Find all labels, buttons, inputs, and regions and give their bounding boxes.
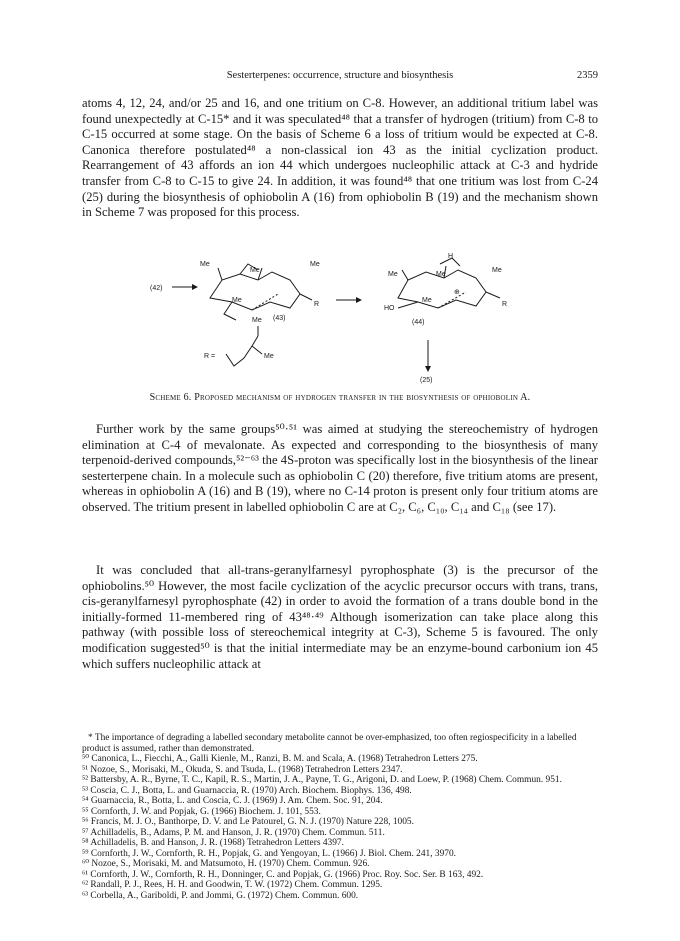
figure-caption — [82, 392, 598, 403]
label-r-eq: R = — [204, 353, 216, 360]
running-title: Sesterterpenes: occurrence, structure and biosynthesis — [226, 70, 454, 81]
label-me-44d: Me — [422, 297, 432, 304]
arrowhead-43-44 — [356, 297, 362, 303]
footnote-52: ⁵² Battersby, A. R., Byrne, T. C., Kapil, R. S., Martin, J. A., Payne, T. G., Arigoni, D. and Loew, P. (1968) Chem. Commun. 951. — [82, 775, 562, 785]
label-h-44: H — [448, 253, 454, 260]
footnote-54: ⁵⁴ Guarnaccia, R., Botta, L. and Coscia, C. J. (1969) J. Am. Chem. Soc. 91, 204. — [82, 796, 383, 806]
paragraph-1: atoms 4, 12, 24, and/or 25 and 16, and one tritium on C-8. However, an additional tritium label was found unexpectedly at C-15* and it was speculated⁴⁸ that a transfer of hydrogen (tritium) from C-8 to C-15 occurred at some stage. On the basis of Scheme 6 a loss of tritium would be expected at C-8. Canonica therefore postulated⁴⁸ a non-classical ion 43 as the initial cyclization product. Rearrangement of 43 affords an ion 44 which undergoes nucleophilic attack at C-3 and hydride transfer from C-8 to C-15 to give 24. In addition, it was found⁴⁸ that one tritium was lost from C-24 (25) during the biosynthesis of ophiobolin A (16) from ophiobolin B (19) and the mechanism shown in Scheme 7 was proposed for this process. — [82, 96, 598, 220]
label-me-44b: Me — [436, 271, 446, 278]
footnote-55: ⁵⁵ Cornforth, J. W. and Popjak, G. (1966) Biochem. J. 101, 553. — [82, 806, 321, 817]
structure-side-chain — [226, 326, 262, 366]
footnote-58: ⁵⁸ Achilladelis, B. and Hanson, J. R. (1968) Tetrahedron Letters 4397. — [82, 838, 344, 848]
footnote-59: ⁵⁹ Cornforth, J. W., Cornforth, R. H., Popjak, G. and Yengoyan, L. (1966) J. Biol. Chem. 241, 3970. — [82, 848, 456, 859]
footnote-57: ⁵⁷ Achilladelis, B., Adams, P. M. and Hanson, J. R. (1970) Chem. Commun. 511. — [82, 827, 385, 838]
footnote-61: ⁶¹ Cornforth, J. W., Cornforth, R. H., Donninger, C. and Popjak, G. (1966) Proc. Roy. Soc. Ser. B 163, 492. — [82, 869, 484, 880]
footnote-53: ⁵³ Coscia, C. J., Botta, L. and Guarnaccia, R. (1970) Arch. Biochem. Biophys. 136, 498. — [82, 785, 412, 796]
label-me-43d: Me — [232, 297, 242, 304]
label-me-44a: Me — [388, 271, 398, 278]
footnote-50: ⁵⁰ Canonica, L., Fiecchi, A., Galli Kienle, M., Ranzi, B. M. and Scala, A. (1968) Tetrahedron Letters 275. — [82, 754, 478, 764]
label-25: (25) — [420, 377, 433, 384]
footnote-star: * The importance of degrading a labelled secondary metabolite cannot be over-emphasized, too often regiospecificity in a labelled product is assumed, rather than demonstrated. — [82, 733, 577, 754]
label-ho-44: HO — [384, 305, 395, 312]
structure-43 — [210, 264, 312, 320]
footnote-62: ⁶² Randall, P. J., Rees, H. H. and Goodwin, T. W. (1972) Chem. Commun. 1295. — [82, 880, 383, 890]
arrowhead-44-25 — [425, 366, 431, 372]
label-me-43a: Me — [200, 261, 210, 268]
footnote-63: ⁶³ Corbella, A., Gariboldi, P. and Jommi, G. (1972) Chem. Commun. 600. — [82, 890, 359, 901]
paragraph-3: It was concluded that all-trans-geranylfarnesyl pyrophosphate (3) is the precursor of the ophiobolins.⁵⁰ However, the most facile cyclization of the acyclic precursor occurs with trans, trans, cis-geranylfarnesyl pyrophosphate (42) in order to avoid the formation of a trans double bond in the initially-formed 11-membered ring of 43⁴⁸·⁴⁹ Although isomerization can take place along this pathway (with possible loss of stereochemical integrity at C-3), Scheme 5 is favoured. The only modification suggested⁵⁰ is that the initial intermediate may be an enzyme-bound carbonium ion 45 which suffers nucleophilic attack at — [82, 563, 598, 671]
label-r-44: R — [502, 301, 508, 308]
label-42: (42) — [150, 285, 163, 292]
scheme-6-figure — [140, 250, 560, 385]
caption-text: Proposed mechanism of hydrogen transfer in the biosynthesis of ophiobolin A. — [194, 392, 531, 403]
label-me-chain-right: Me — [264, 353, 274, 360]
arrowhead-42 — [192, 284, 198, 290]
label-me-43c: Me — [310, 261, 320, 268]
structure-44 — [398, 258, 500, 308]
footnote-60: ⁶⁰ Nozoe, S., Morisaki, M. and Matsumoto, H. (1970) Chem. Commun. 926. — [82, 859, 370, 869]
footnotes — [82, 733, 598, 901]
paragraph-2: Further work by the same groups⁵⁰·⁵¹ was aimed at studying the stereochemistry of hydrogen elimination at C-4 of mevalonate. As expected and corresponding to the biosynthesis of many terpenoid-derived compounds,⁵²⁻⁶³ the 4S-proton was specifically lost in the biosynthesis of the linear sesterterpene chain. In a molecule such as ophiobolin C (20) therefore, five tritium atoms are present, whereas in ophiobolin A (16) and B (19), where no C-14 proton is present only four tritium atoms are observed. The tritium present in labelled ophiobolin C are at C₂, C₆, C₁₀, C₁₄ and C₁₈ (see 17). — [82, 422, 598, 514]
running-header — [82, 70, 598, 86]
label-44: (44) — [412, 319, 425, 326]
footnote-56: ⁵⁶ Francis, M. J. O., Banthorpe, D. V. and Le Patourel, G. N. J. (1970) Nature 228, 1005. — [82, 817, 414, 827]
label-plus-44: ⊕ — [454, 289, 460, 296]
label-r-43: R — [314, 301, 320, 308]
label-me-43b: Me — [250, 267, 260, 274]
label-me-chain-top: Me — [252, 317, 262, 324]
caption-scheme-label: Scheme 6. — [149, 392, 192, 403]
page-number: 2359 — [577, 70, 598, 81]
label-43: (43) — [273, 315, 286, 322]
label-me-44c: Me — [492, 267, 502, 274]
footnote-51: ⁵¹ Nozoe, S., Morisaki, M., Okuda, S. and Tsuda, L. (1968) Tetrahedron Letters 2347. — [82, 764, 403, 775]
